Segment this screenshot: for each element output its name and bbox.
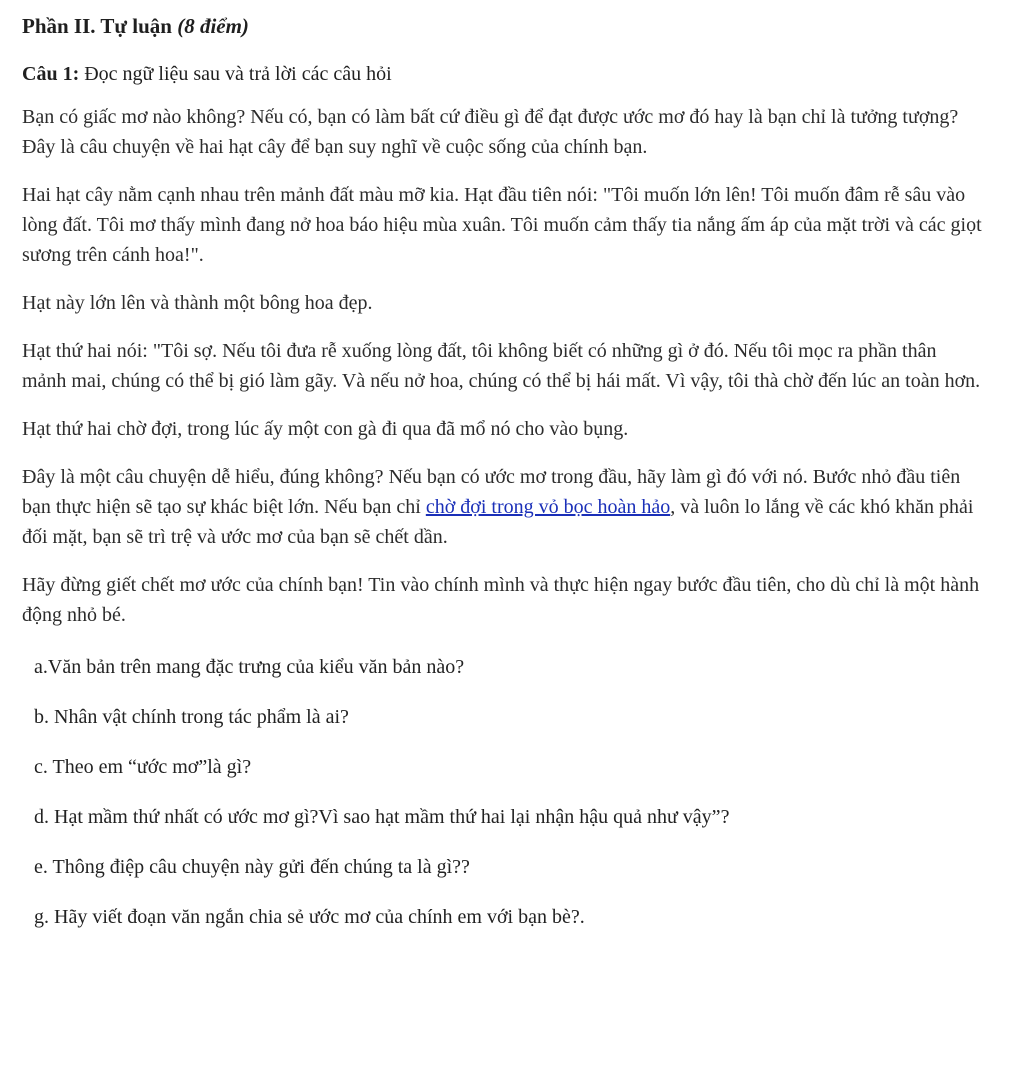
passage-paragraph-3: Hạt này lớn lên và thành một bông hoa đẹp. [22,292,373,314]
question-list [34,652,984,932]
question-item-e: e. Thông điệp câu chuyện này gửi đến chúng ta là gì?? [34,856,470,878]
passage-paragraph-2: Hai hạt cây nằm cạnh nhau trên mảnh đất màu mỡ kia. Hạt đầu tiên nói: "Tôi muốn lớn lên! Tôi muốn đâm rễ sâu vào lòng đất. Tôi mơ thấy mình đang nở hoa báo hiệu mùa xuân. Tôi muốn cảm thấy tia nắng ấm áp của mặt trời và các giọt sương trên cánh hoa!". [22,184,982,266]
waiting-perfect-shell-link[interactable]: chờ đợi trong vỏ bọc hoàn hảo [425,496,671,518]
passage-paragraph-6-end: , và luôn lo lắng về các khó khăn phải đối mặt, bạn sẽ trì trệ và ước mơ của bạn sẽ chết dần. [22,496,974,548]
question-label: Câu 1: [22,63,80,85]
passage-paragraph-1: Bạn có giấc mơ nào không? Nếu có, bạn có làm bất cứ điều gì để đạt được ước mơ đó hay là bạn chỉ là tưởng tượng? Đây là câu chuyện về hai hạt cây để bạn suy nghĩ về cuộc sống của chính bạn. [22,106,959,158]
passage-paragraph-5: Hạt thứ hai chờ đợi, trong lúc ấy một con gà đi qua đã mổ nó cho vào bụng. [22,418,629,440]
passage-paragraph-7: Hãy đừng giết chết mơ ước của chính bạn! Tin vào chính mình và thực hiện ngay bước đầu tiên, cho dù chỉ là một hành động nhỏ bé. [22,574,980,626]
passage-paragraph-4: Hạt thứ hai nói: "Tôi sợ. Nếu tôi đưa rễ xuống lòng đất, tôi không biết có những gì ở đó. Nếu tôi mọc ra phần thân mảnh mai, chúng có thể bị gió làm gãy. Và nếu nở hoa, chúng có thể bị hái mất. Vì vậy, tôi thà chờ đến lúc an toàn hơn. [22,340,981,392]
question-item-a: a.Văn bản trên mang đặc trưng của kiểu văn bản nào? [34,656,465,678]
passage-paragraph-6 [22,462,984,552]
section-points: (8 điểm) [177,14,249,38]
question-item-c: c. Theo em “ước mơ”là gì? [34,756,252,778]
section-title-text: Phần II. Tự luận [22,14,172,38]
question-heading [22,58,984,90]
question-instruction: Đọc ngữ liệu sau và trả lời các câu hỏi [84,63,392,85]
section-title [22,10,984,42]
question-item-d: d. Hạt mầm thứ nhất có ước mơ gì?Vì sao hạt mầm thứ hai lại nhận hậu quả như vậy”? [34,806,730,828]
question-item-g: g. Hãy viết đoạn văn ngắn chia sẻ ước mơ của chính em với bạn bè?. [34,906,585,928]
question-item-b: b. Nhân vật chính trong tác phẩm là ai? [34,706,349,728]
passage-paragraph-6-start: Đây là một câu chuyện dễ hiểu, đúng không? Nếu bạn có ước mơ trong đầu, hãy làm gì đó với nó. Bước nhỏ đầu tiên bạn thực hiện sẽ tạo sự khác biệt lớn. Nếu bạn chỉ [22,466,961,518]
